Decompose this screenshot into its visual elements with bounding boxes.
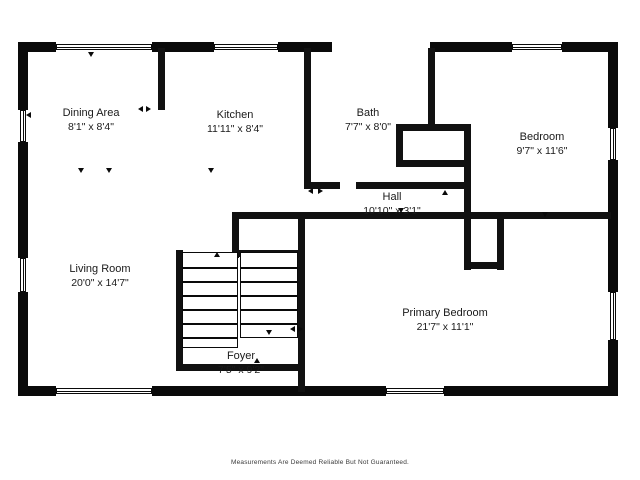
stairs-up-arrow <box>214 252 220 257</box>
exterior-wall-bottom-a <box>152 386 182 396</box>
room-dim-bedroom: 9'7" x 11'6" <box>516 145 568 157</box>
room-name-living-room: Living Room <box>69 263 131 275</box>
room-dim-foyer: 7'5" x 9'2" <box>218 364 264 376</box>
room-label-living-room <box>26 262 174 290</box>
exterior-wall-left-b <box>18 142 28 258</box>
stairs-down-arrow <box>266 330 272 335</box>
door-arrow-kitchen-bottom <box>208 168 214 173</box>
room-dim-dining-area: 8'1" x 8'4" <box>68 121 114 133</box>
stairs-flight-left <box>182 252 238 348</box>
exterior-wall-right-a <box>608 42 618 128</box>
exterior-wall-left-a <box>18 42 28 110</box>
window-left-dining-mullion <box>23 110 25 142</box>
door-arrow-dining-lower <box>78 168 84 173</box>
door-arrow-dining-top <box>88 52 94 57</box>
exterior-wall-top-kitchen-a <box>166 42 214 52</box>
window-bottom-living-mullion <box>56 391 152 393</box>
room-dim-hall: 10'10" x 3'1" <box>363 205 421 217</box>
exterior-wall-right-d <box>608 268 618 292</box>
door-arrow-dining-lower-b <box>106 168 112 173</box>
window-top-bedroom-mullion <box>512 47 562 49</box>
exterior-wall-top-bedroom-a <box>498 42 512 52</box>
window-bottom-primary-mullion <box>386 391 444 393</box>
door-arrow-foyer-right <box>298 326 303 332</box>
exterior-wall-top-mid-c <box>316 42 332 52</box>
room-label-hall <box>320 190 464 218</box>
room-name-dining-area: Dining Area <box>62 107 120 119</box>
interior-wall-primary-closet-right <box>497 212 504 270</box>
exterior-wall-bottom-right <box>444 386 618 396</box>
exterior-wall-left-c <box>18 292 28 396</box>
interior-wall-bath-bottom-b <box>396 160 471 167</box>
room-name-bedroom: Bedroom <box>519 131 565 143</box>
interior-wall-bedroom-left-upper <box>428 48 435 124</box>
room-label-bedroom <box>478 130 606 158</box>
disclaimer-note: Measurements Are Deemed Reliable But Not Guaranteed. <box>230 459 410 466</box>
exterior-wall-bottom-foyer <box>182 386 312 396</box>
room-label-dining-area <box>28 106 154 134</box>
interior-wall-hall-top-b <box>356 182 464 189</box>
room-name-kitchen: Kitchen <box>216 109 254 121</box>
door-arrow-hall-left <box>308 188 313 194</box>
room-label-primary-bedroom <box>364 306 526 334</box>
door-arrow-foyer-left <box>290 326 295 332</box>
room-name-primary-bedroom: Primary Bedroom <box>402 307 488 319</box>
room-name-bath: Bath <box>356 107 380 119</box>
interior-wall-kitchen-bath <box>304 48 311 188</box>
exterior-wall-bottom-left <box>18 386 56 396</box>
room-label-kitchen <box>166 108 304 136</box>
interior-wall-bedroom-bottom <box>471 212 611 219</box>
window-right-primary-mullion <box>613 292 615 340</box>
exterior-wall-top-mid-d <box>430 42 498 52</box>
room-label-foyer <box>186 349 296 377</box>
window-left-living-mullion <box>23 258 25 292</box>
room-dim-kitchen: 11'11" x 8'4" <box>206 123 264 135</box>
interior-wall-dining-kitchen <box>158 48 165 110</box>
room-name-hall: Hall <box>382 191 402 203</box>
exterior-wall-bottom-b <box>312 386 386 396</box>
room-label-bath <box>312 106 424 134</box>
room-dim-living-room: 20'0" x 14'7" <box>71 277 129 289</box>
room-name-foyer: Foyer <box>226 350 256 362</box>
window-top-kitchen-mullion <box>214 47 278 49</box>
room-dim-bath: 7'7" x 8'0" <box>345 121 391 133</box>
interior-wall-bath-right <box>464 124 471 218</box>
window-top-dining-mullion <box>56 47 152 49</box>
window-right-bedroom-mullion <box>613 128 615 160</box>
door-arrow-bedroom-bottom <box>542 212 548 217</box>
room-dim-primary-bedroom: 21'7" x 11'1" <box>416 321 474 333</box>
exterior-wall-top-mid-b <box>278 42 294 52</box>
